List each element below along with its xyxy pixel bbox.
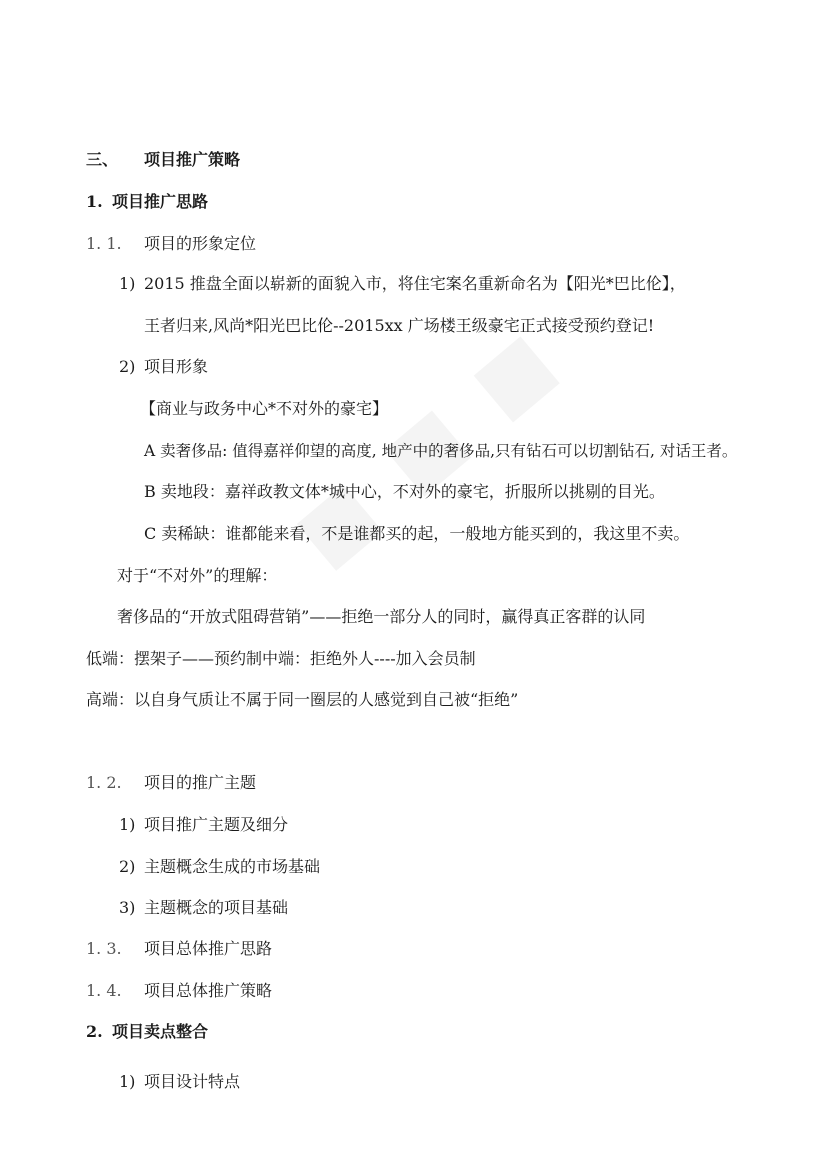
heading-1-number: 1. xyxy=(86,192,103,211)
list-item-1-line-2: 王者归来,风尚*阳光巴比伦--2015xx 广场楼王级豪宅正式接受预约登记! xyxy=(144,316,655,335)
theme-list-number: 2) xyxy=(119,857,136,876)
heading-1-2-number: 1. 2. xyxy=(86,773,122,792)
design-list-number: 1) xyxy=(119,1072,136,1091)
luxury-paragraph: 奢侈品的“开放式阻碍营销”——拒绝一部分人的同时，赢得真正客群的认同 xyxy=(117,607,646,626)
heading-2-number: 2. xyxy=(86,1022,103,1041)
list-item-1 xyxy=(119,274,686,294)
heading-1-2 xyxy=(86,773,256,793)
list-item-1-number: 1) xyxy=(119,274,136,293)
theme-list-text: 项目推广主题及细分 xyxy=(144,815,289,834)
heading-1 xyxy=(86,192,208,212)
heading-1-4 xyxy=(86,981,272,1001)
design-list-text: 项目设计特点 xyxy=(144,1072,241,1091)
heading-1-4-number: 1. 4. xyxy=(86,981,122,1000)
theme-list-number: 1) xyxy=(119,815,136,834)
understand-paragraph: 对于“不对外”的理解： xyxy=(117,566,278,585)
heading-1-title: 项目推广思路 xyxy=(112,192,209,211)
section-heading xyxy=(86,150,240,170)
design-list-item xyxy=(119,1072,240,1092)
list-item-2-title: 项目形象 xyxy=(144,357,209,376)
heading-2-title: 项目卖点整合 xyxy=(112,1022,209,1041)
point-c: C 卖稀缺：谁都能来看，不是谁都买的起，一般地方能买到的，我这里不卖。 xyxy=(144,524,690,543)
list-item-2 xyxy=(119,357,208,377)
section-title: 项目推广策略 xyxy=(144,150,241,169)
theme-list-number: 3) xyxy=(119,898,136,917)
high-end-paragraph: 高端：以自身气质让不属于同一圈层的人感觉到自己被“拒绝” xyxy=(86,690,519,709)
heading-1-4-title: 项目总体推广策略 xyxy=(144,981,273,1000)
heading-1-1 xyxy=(86,234,256,254)
list-item-1-line-1: 2015 推盘全面以崭新的面貌入市，将住宅案名重新命名为【阳光*巴比伦】， xyxy=(144,274,686,293)
theme-list-item xyxy=(119,898,288,918)
heading-1-3 xyxy=(86,939,272,959)
low-end-paragraph: 低端：摆架子——预约制中端：拒绝外人----加入会员制 xyxy=(86,649,476,668)
theme-list-text: 主题概念生成的市场基础 xyxy=(144,857,321,876)
heading-1-1-number: 1. 1. xyxy=(86,234,122,253)
heading-1-2-title: 项目的推广主题 xyxy=(144,773,257,792)
image-slogan: 【商业与政务中心*不对外的豪宅】 xyxy=(140,399,389,418)
heading-1-3-number: 1. 3. xyxy=(86,939,122,958)
heading-1-1-title: 项目的形象定位 xyxy=(144,234,257,253)
point-a: A 卖奢侈品: 值得嘉祥仰望的高度, 地产中的奢侈品,只有钻石可以切割钻石, 对话王者。 xyxy=(144,442,738,460)
section-number: 三、 xyxy=(86,150,119,169)
heading-1-3-title: 项目总体推广思路 xyxy=(144,939,273,958)
list-item-2-number: 2) xyxy=(119,357,136,376)
heading-2 xyxy=(86,1022,208,1042)
theme-list-item xyxy=(119,815,288,835)
theme-list-item xyxy=(119,857,320,877)
theme-list-text: 主题概念的项目基础 xyxy=(144,898,289,917)
point-b: B 卖地段：嘉祥政教文体*城中心，不对外的豪宅，折服所以挑剔的目光。 xyxy=(144,482,665,501)
